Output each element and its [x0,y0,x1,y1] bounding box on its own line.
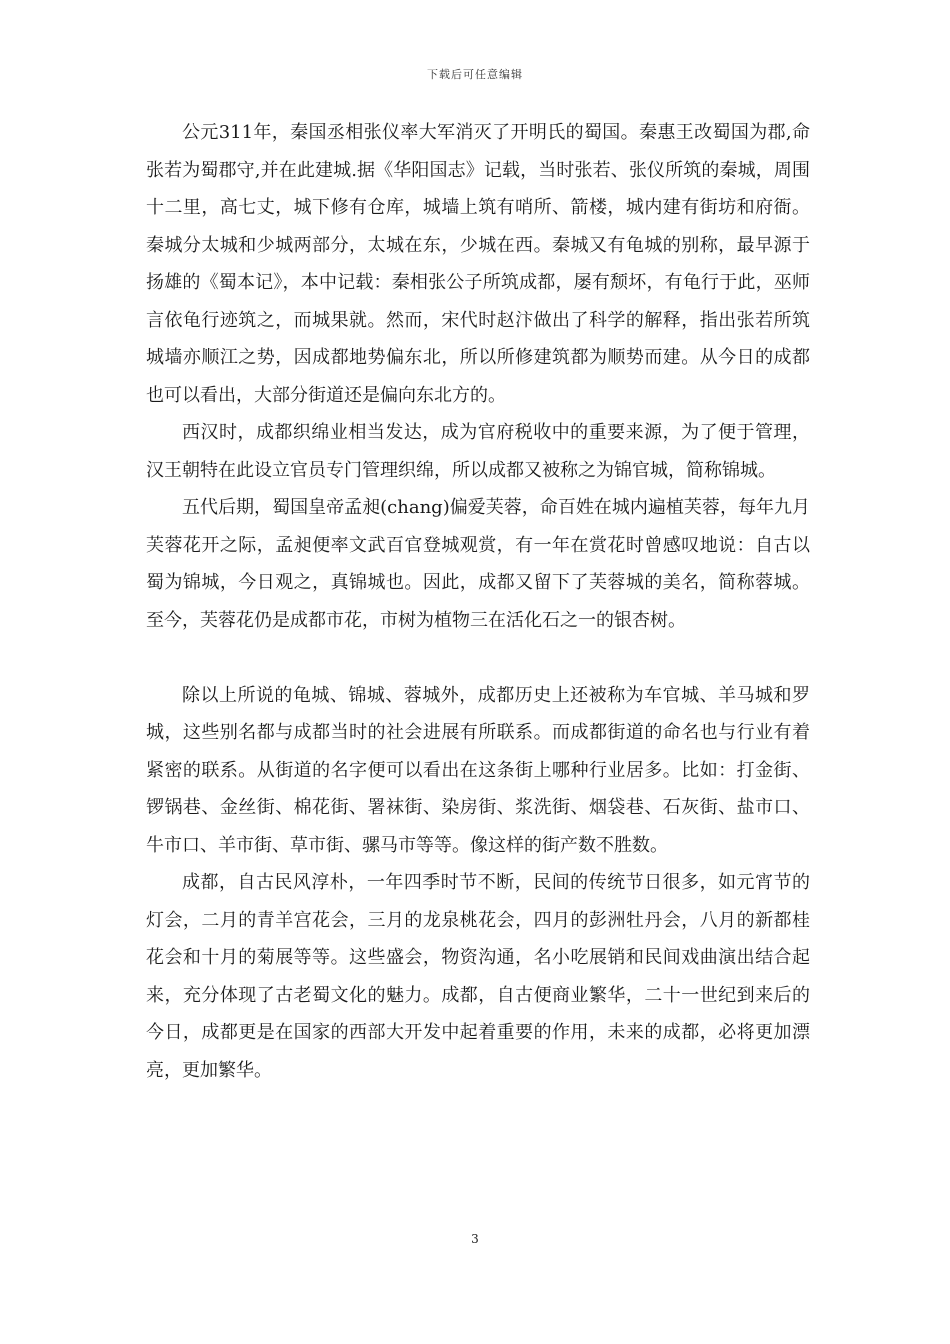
paragraph-festivals: 成都，自古民风淳朴，一年四季时节不断，民间的传统节日很多，如元宵节的灯会，二月的青羊宫花会，三月的龙泉桃花会，四月的彭洲牡丹会，八月的新都桂花会和十月的菊展等等。这些盛会，物资沟通，名小吃展销和民间戏曲演出结合起来，充分体现了古老蜀文化的魅力。成都，自古便商业繁华，二十一世纪到来后的今日，成都更是在国家的西部大开发中起着重要的作用，未来的成都，必将更加漂亮，更加繁华。 [146,872,810,1081]
paragraph-hibiscus-city: 五代后期，蜀国皇帝孟昶(chang)偏爱芙蓉，命百姓在城内遍植芙蓉，每年九月芙蓉花开之际，孟昶便率文武百官登城观赏，有一年在赏花时曾感叹地说：自古以蜀为锦城，今日观之，真锦城也。因此，成都又留下了芙蓉城的美名，简称蓉城。至今，芙蓉花仍是成都市花，市树为植物三在活化石之一的银杏树。 [146,497,810,631]
paragraph-brocade-city: 西汉时，成都织绵业相当发达，成为官府税收中的重要来源，为了便于管理，汉王朝特在此设立官员专门管理织绵，所以成都又被称之为锦官城，简称锦城。 [146,422,810,481]
paragraph-street-names: 除以上所说的龟城、锦城、蓉城外，成都历史上还被称为车官城、羊马城和罗城，这些别名都与成都当时的社会进展有所联系。而成都街道的命名也与行业有着紧密的联系。从街道的名字便可以看出在这条街上哪种行业居多。比如：打金街、锣锅巷、金丝街、棉花街、署袜街、染房街、浆洗街、烟袋巷、石灰街、盐市口、牛市口、羊市街、草市街、骡马市等等。像这样的街产数不胜数。 [146,684,810,856]
page-header: 下载后可任意编辑 [427,68,523,81]
paragraph-qin-city: 公元311年，秦国丞相张仪率大军消灭了开明氏的蜀国。秦惠王改蜀国为郡,命张若为蜀郡守,并在此建城.据《华阳国志》记载，当时张若、张仪所筑的秦城，周围十二里，高七丈，城下修有仓库，城墙上筑有哨所、箭楼，城内建有街坊和府衙。秦城分太城和少城两部分，太城在东，少城在西。秦城又有龟城的别称，最早源于扬雄的《蜀本记》，本中记载：秦相张公子所筑成都，屡有颓坏，有龟行于此，巫师言依龟行迹筑之，而城果就。然而，宋代时赵汴做出了科学的解释，指出张若所筑城墙亦顺江之势，因成都地势偏东北，所以所修建筑都为顺势而建。从今日的成都也可以看出，大部分街道还是偏向东北方的。 [146,122,810,406]
document-body [146,114,810,1089]
page-number: 3 [471,1232,479,1246]
